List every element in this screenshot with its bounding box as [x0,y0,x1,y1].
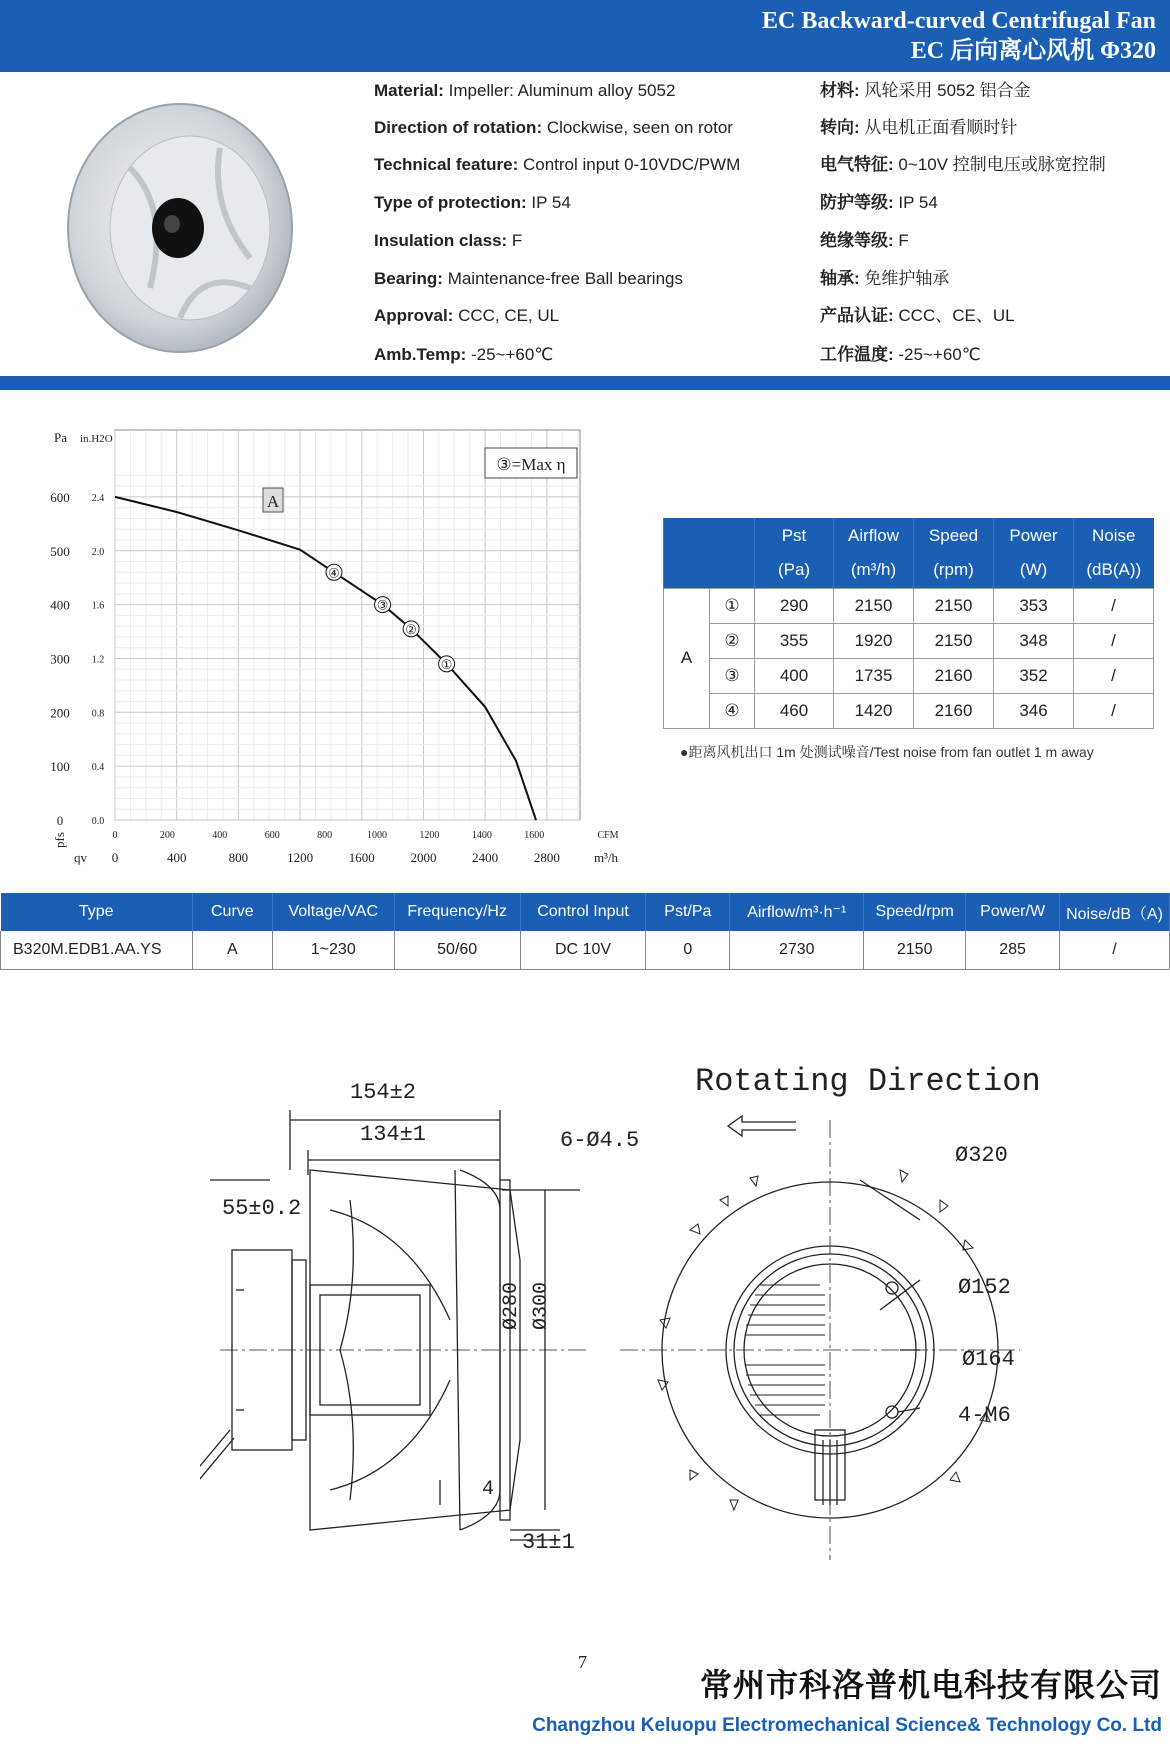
type-header: Voltage/VAC [272,893,394,931]
operating-point-label: ② [405,621,417,637]
spec-cn-3: 防护等级: IP 54 [820,193,938,212]
op-power: 348 [994,623,1074,658]
op-header-airflow: Airflow [834,518,914,553]
type-header: Frequency/Hz [394,893,520,931]
y-tick-pa: 300 [50,651,70,667]
x-tick-cfm: 400 [212,830,228,841]
x-tick-cfm: 1000 [367,830,388,841]
company-name-en: Changzhou Keluopu Electromechanical Science& Technology Co. Ltd [532,1715,1162,1736]
op-subheader-noise: (dB(A)) [1074,553,1154,588]
spec-cn-5: 轴承: 免维护轴承 [820,269,950,288]
x-tick-m3h: 0 [111,850,119,865]
x-tick-m3h: 1200 [287,850,314,865]
dim-134: 134±1 [360,1122,427,1147]
x-tick-m3h: 1600 [348,850,375,865]
x-tick-cfm: 0 [112,830,118,841]
y-tick-pa: 600 [50,489,70,505]
op-point: ④ [710,693,755,728]
y-axis-label-pa: Pa [54,430,67,445]
y-axis-symbol: pfs [52,832,67,848]
spec-en-3: Type of protection: IP 54 [374,193,571,212]
type-header: Airflow/m³·h⁻¹ [730,893,864,931]
x-tick-m3h: 2000 [410,850,437,865]
op-speed: 2160 [914,658,994,693]
op-noise: / [1074,623,1154,658]
fan-curve-chart [40,420,630,880]
y-tick-inh2o: 1.2 [91,654,105,666]
y-tick-inh2o: 0.8 [91,708,105,720]
chart-grid [115,430,580,820]
type-cell: / [1060,931,1170,969]
spec-cn-7: 工作温度: -25~+60℃ [820,345,981,364]
op-subheader-pst: (Pa) [755,553,834,588]
mount-hole-icon [886,1406,898,1418]
y-tick-pa: 500 [50,543,70,559]
dim-280: Ø280 [500,1281,523,1330]
type-header: Type [1,893,193,931]
x-tick-m3h: 2800 [533,850,560,865]
type-header: Curve [192,893,272,931]
op-header-power: Power [994,518,1074,553]
op-power: 346 [994,693,1074,728]
page-number: 7 [578,1652,587,1672]
dim-55: 55±0.2 [222,1196,302,1221]
op-speed: 2150 [914,588,994,623]
spec-en-5: Bearing: Maintenance-free Ball bearings [374,269,683,288]
y-tick-inh2o: 0.4 [91,762,105,774]
op-power: 352 [994,658,1074,693]
op-pst: 460 [755,693,834,728]
op-noise: / [1074,693,1154,728]
op-point: ③ [710,658,755,693]
fan-impeller-photo [60,88,300,358]
type-header: Pst/Pa [646,893,730,931]
x-tick-cfm: 1600 [524,830,545,841]
op-subheader-speed: (rpm) [914,553,994,588]
x-axis-symbol: qv [74,850,87,865]
op-pst: 355 [755,623,834,658]
type-cell: B320M.EDB1.AA.YS [1,931,193,969]
op-noise: / [1074,588,1154,623]
y-tick-pa: 0 [56,813,64,828]
op-speed: 2160 [914,693,994,728]
spec-cn-0: 材料: 风轮采用 5052 铝合金 [820,81,1031,100]
chart-plot-area [115,430,580,820]
op-point: ① [710,588,755,623]
table-row [664,588,1154,623]
op-table-header-row [664,518,1154,553]
spec-en-2: Technical feature: Control input 0-10VDC/PWM [374,155,741,174]
x-tick-cfm: 1200 [419,830,440,841]
type-cell: 0 [646,931,730,969]
type-cell: 2730 [730,931,864,969]
y-tick-pa: 400 [50,597,70,613]
op-noise: / [1074,658,1154,693]
type-cell: DC 10V [520,931,646,969]
x-tick-cfm: 1400 [471,830,492,841]
op-header-blank [664,518,710,588]
type-header: Power/W [966,893,1060,931]
table-row [664,693,1154,728]
spec-en-6: Approval: CCC, CE, UL [374,306,560,325]
type-cell: 285 [966,931,1060,969]
type-cell: 1~230 [272,931,394,969]
x-tick-m3h: 2400 [472,850,499,865]
operating-point-label: ③ [376,597,389,613]
type-header: Noise/dB（A) [1060,893,1170,931]
y-tick-pa: 100 [50,759,70,775]
section-divider [0,376,1170,390]
table-row [664,623,1154,658]
type-header: Speed/rpm [864,893,966,931]
x-axis-label-m3h: m³/h [593,850,619,865]
op-airflow: 1735 [834,658,914,693]
type-cell: 50/60 [394,931,520,969]
dim-320: Ø320 [955,1143,1008,1168]
x-tick-cfm: 800 [317,830,333,841]
op-pst: 290 [755,588,834,623]
y-tick-inh2o: 2.0 [91,546,105,558]
noise-test-note: ●距离风机出口 1m 处测试噪音/Test noise from fan outlet 1 m away [680,744,1094,760]
legend-note: ③=Max η [496,455,566,474]
y-tick-inh2o: 2.4 [91,492,105,504]
type-table-header-row [1,893,1170,931]
dim-4: 4 [482,1478,495,1501]
operating-points-table [663,518,1154,729]
op-header-speed: Speed [914,518,994,553]
model-type-table [0,893,1170,970]
op-header-blank-2 [710,518,755,588]
x-tick-m3h: 800 [228,850,249,865]
op-airflow: 1920 [834,623,914,658]
table-row [1,931,1170,969]
op-power: 353 [994,588,1074,623]
page-header [0,0,1170,72]
spec-en-1: Direction of rotation: Clockwise, seen on rotor [374,118,733,137]
dim-154: 154±2 [350,1080,417,1105]
rotating-direction-label: Rotating Direction [695,1063,1041,1100]
dim-31: 31±1 [522,1530,575,1555]
table-row [664,658,1154,693]
y-tick-inh2o: 0.0 [91,816,105,827]
spec-cn-1: 转向: 从电机正面看顺时针 [820,118,1018,137]
spec-en-0: Material: Impeller: Aluminum alloy 5052 [374,81,676,100]
op-pst: 400 [755,658,834,693]
type-cell: A [192,931,272,969]
x-tick-cfm: 600 [264,830,280,841]
company-name-cn: 常州市科洛普机电科技有限公司 [699,1667,1162,1703]
operating-point-label: ① [440,656,453,672]
dim-m6: 4-M6 [958,1403,1011,1428]
spec-en-4: Insulation class: F [374,231,523,250]
type-cell: 2150 [864,931,966,969]
op-airflow: 1420 [834,693,914,728]
op-header-noise: Noise [1074,518,1154,553]
op-airflow: 2150 [834,588,914,623]
spec-cn-6: 产品认证: CCC、CE、UL [820,306,1015,325]
x-tick-m3h: 400 [166,850,187,865]
title-en: EC Backward-curved Centrifugal Fan [762,8,1156,34]
op-header-pst: Pst [755,518,834,553]
type-header: Control Input [520,893,646,931]
op-group-label: A [664,588,710,728]
spec-cn-4: 绝缘等级: F [820,231,909,250]
x-tick-cfm: 200 [159,830,175,841]
curve-label: A [266,492,280,511]
op-speed: 2150 [914,623,994,658]
x-axis-label-cfm: CFM [597,830,619,841]
op-subheader-airflow: (m³/h) [834,553,914,588]
y-tick-pa: 200 [50,705,70,721]
mount-hole-icon [886,1282,898,1294]
spec-en-7: Amb.Temp: -25~+60℃ [374,345,554,364]
op-subheader-power: (W) [994,553,1074,588]
dim-300: Ø300 [530,1281,553,1330]
dim-152: Ø152 [958,1275,1011,1300]
y-axis-label-inh2o: in.H2O [80,433,113,445]
operating-point-label: ④ [328,565,340,581]
title-cn: EC 后向离心风机 Φ320 [910,38,1156,64]
spec-cn-2: 电气特征: 0~10V 控制电压或脉宽控制 [820,155,1106,174]
op-point: ② [710,623,755,658]
y-tick-inh2o: 1.6 [91,600,105,612]
dim-holes: 6-Ø4.5 [560,1128,640,1153]
dim-164: Ø164 [962,1347,1015,1372]
front-view-drawing [620,1060,1070,1580]
